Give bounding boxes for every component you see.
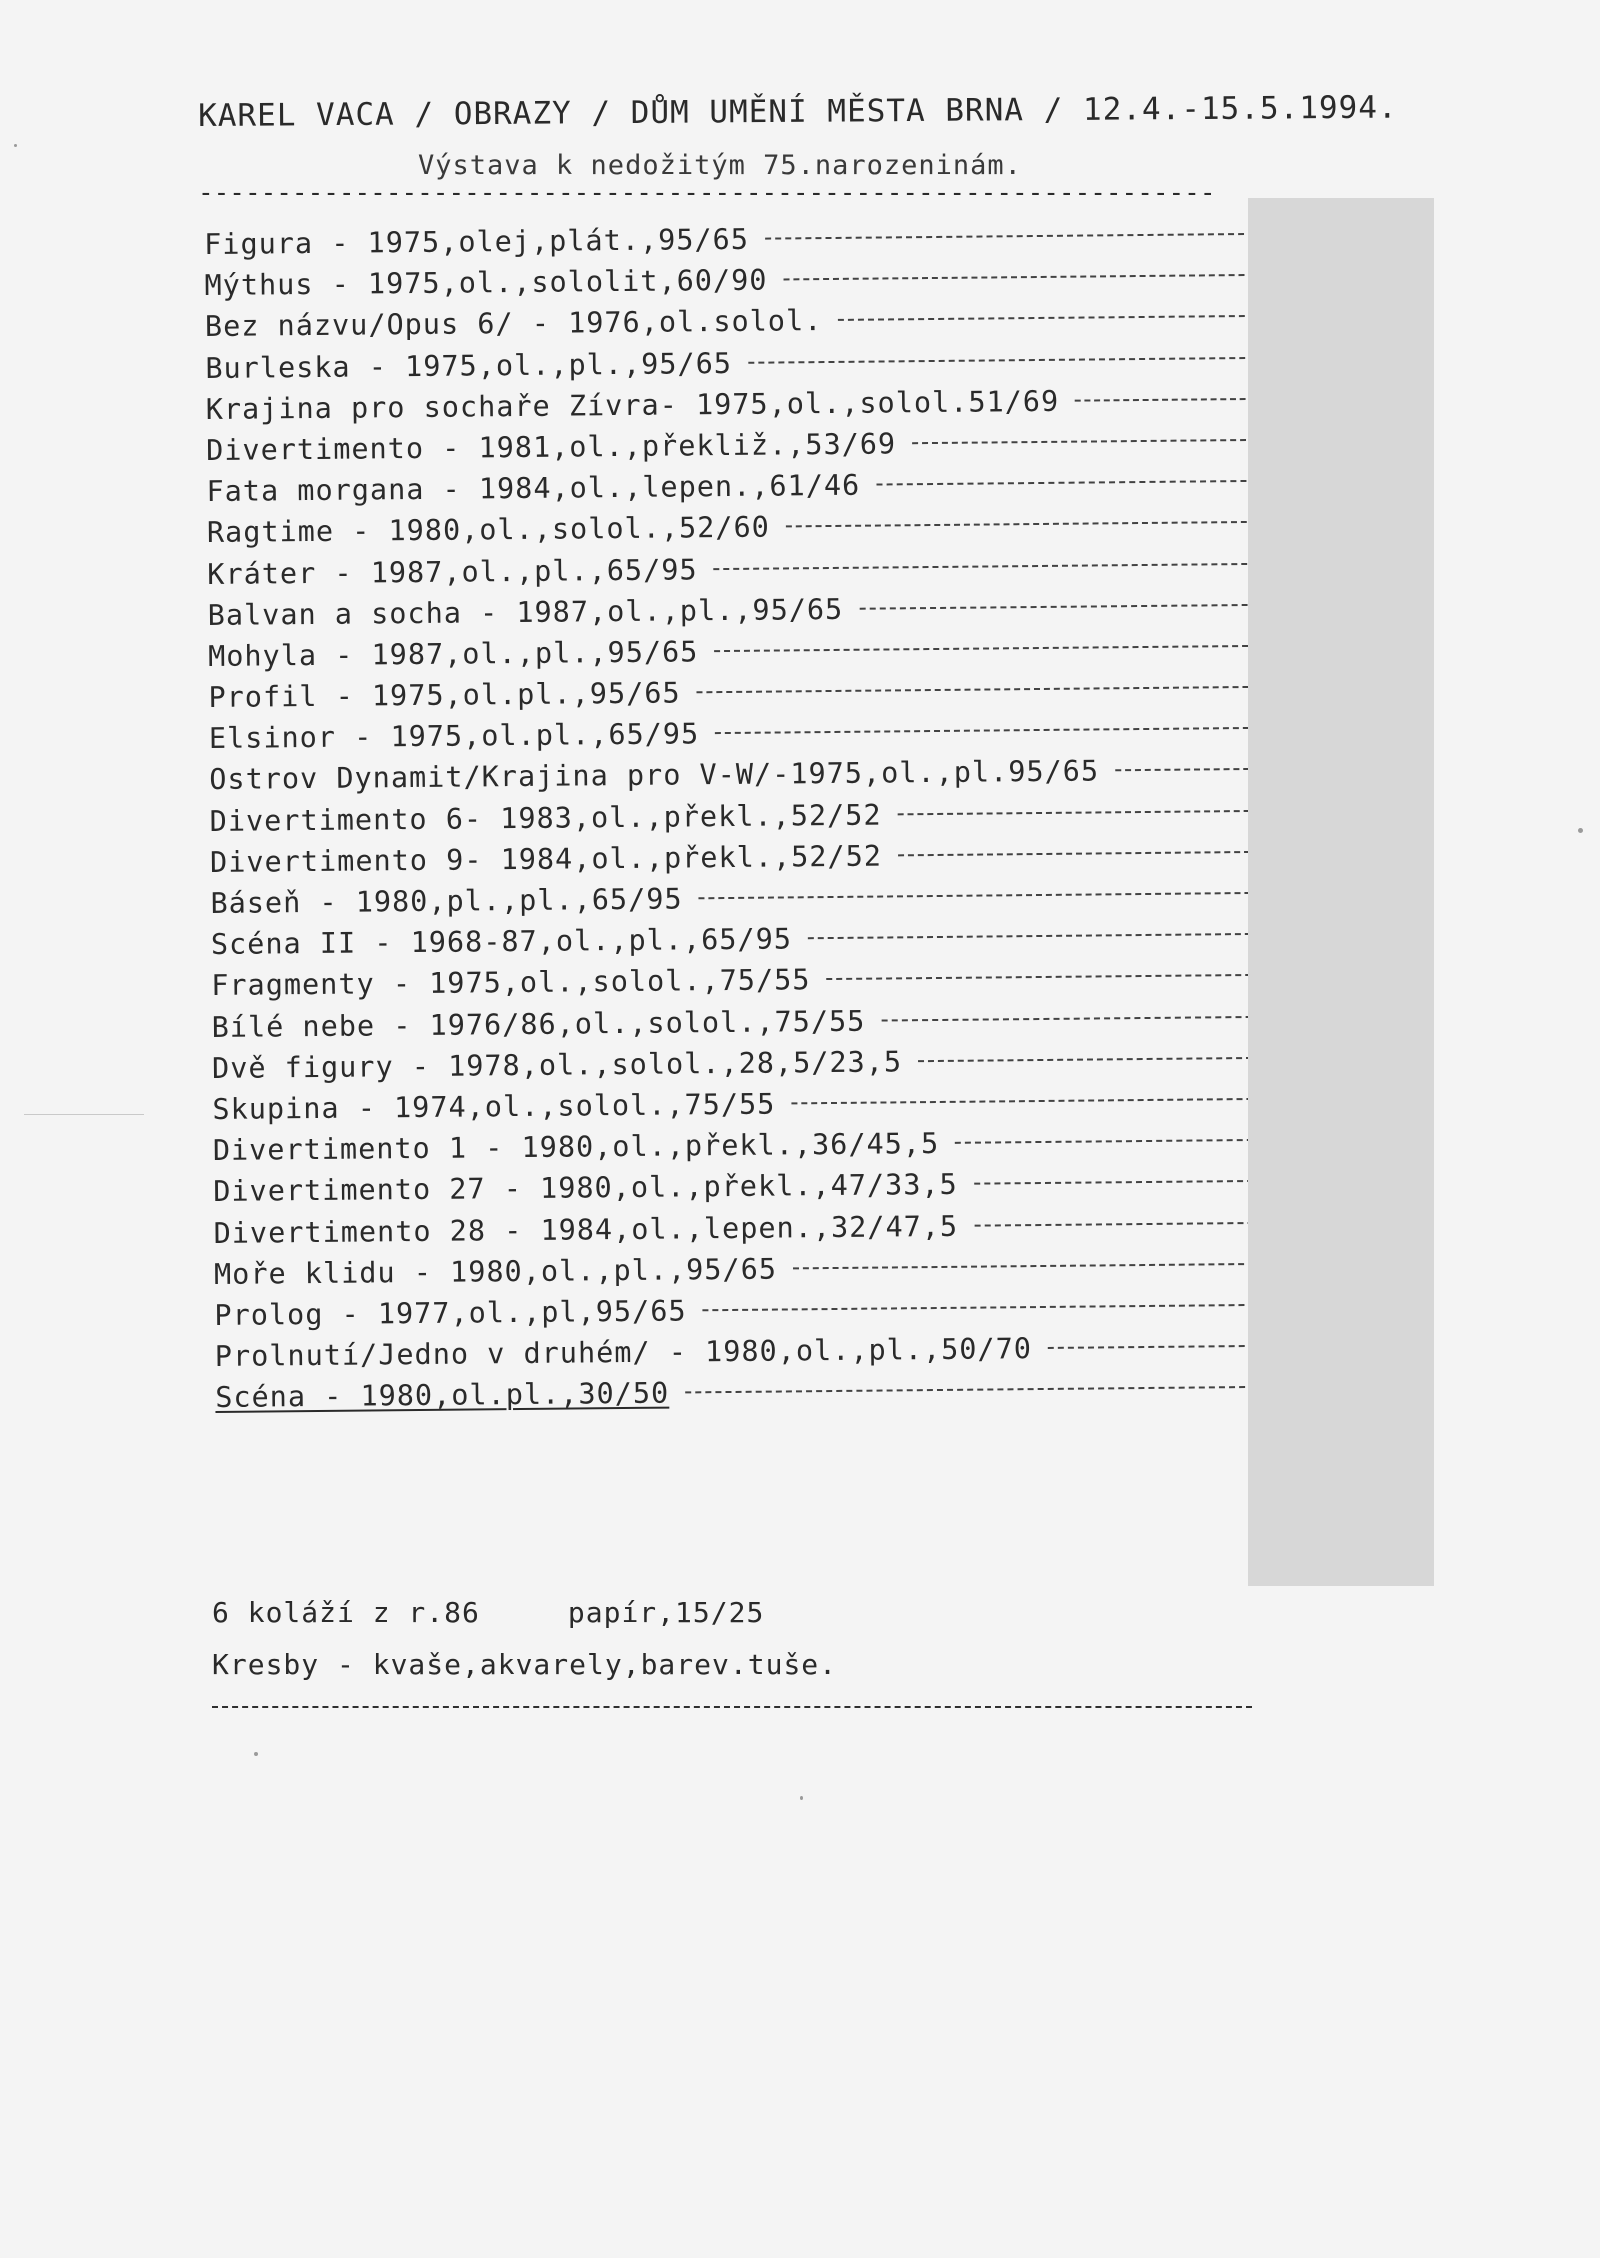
dash-leader [918,1057,1252,1062]
dash-leader [838,315,1245,321]
work-entry-text: Divertimento 1 - 1980,ol.,překl.,36/45,5 [212,1127,940,1168]
dash-leader [714,645,1248,652]
work-entry-text: Dvě figury - 1978,ol.,solol.,28,5/23,5 [211,1045,903,1085]
dash-leader [791,1098,1252,1104]
dash-leader [765,233,1244,240]
document-title: KAREL VACA / OBRAZY / DŮM UMĚNÍ MĚSTA BRNA / 12.4.-15.5.1994. [198,89,1398,134]
dash-leader [783,274,1244,280]
work-entry-text: Figura - 1975,olej,plát.,95/65 [204,222,750,261]
top-divider: ----------------------------------------------------------------- [198,178,1216,208]
work-entry-text: Fata morgana - 1984,ol.,lepen.,61/46 [206,468,861,509]
paper-speck [1578,828,1583,833]
dash-leader [715,727,1249,734]
work-entry-text: Fragmenty - 1975,ol.,solol.,75/55 [211,963,811,1003]
work-entry-text: Mohyla - 1987,ol.,pl.,95/65 [207,635,699,673]
dash-leader [859,604,1247,610]
margin-mark [24,1114,144,1115]
dash-leader [974,1180,1254,1185]
dash-leader [898,810,1250,815]
collages-note [212,1596,764,1629]
dash-leader [881,1016,1251,1022]
work-entry-text: Prolog - 1977,ol.,pl,95/65 [214,1294,687,1332]
dash-leader [714,563,1248,570]
dash-leader [685,1386,1255,1393]
work-entry-text: Bez názvu/Opus 6/ - 1976,ol.solol. [204,304,823,344]
dash-leader [955,1139,1253,1144]
work-entry-text: Moře klidu - 1980,ol.,pl.,95/65 [213,1252,778,1291]
bottom-divider [212,1706,1252,1708]
drawings-note: Kresby - kvaše,akvarely,barev.tuše. [212,1648,838,1681]
dash-leader [1048,1345,1255,1349]
collages-label: 6 koláží z r.86 [212,1596,480,1629]
dash-leader [703,1304,1255,1311]
dash-leader [786,521,1247,527]
work-entry-text: Divertimento - 1981,ol.,překliž.,53/69 [205,427,897,467]
redacted-column [1248,198,1434,1586]
work-entry-text: Scéna - 1980,ol.pl.,30/50 [215,1376,670,1415]
work-entry-text: Divertimento 28 - 1984,ol.,lepen.,32/47,5 [213,1209,959,1250]
work-entry-text: Báseň - 1980,pl.,pl.,65/95 [210,882,683,920]
dash-leader [793,1263,1254,1269]
dash-leader [826,974,1251,980]
works-list [204,218,1255,1422]
dash-leader [912,439,1246,444]
work-entry-text: Ostrov Dynamit/Krajina pro V-W/-1975,ol.,pl.95/65 [209,754,1100,797]
work-entry-text: Bílé nebe - 1976/86,ol.,solol.,75/55 [211,1004,866,1044]
dash-leader [748,357,1245,364]
collages-medium: papír,15/25 [567,1596,765,1629]
dash-leader [974,1221,1254,1226]
document-subtitle: Výstava k nedožitým 75.narozeninám. [418,150,1022,181]
dash-leader [1115,768,1249,771]
dash-leader [1075,398,1246,402]
dash-leader [699,892,1251,899]
work-entry-text: Krajina pro sochaře Zívra- 1975,ol.,solol.51/69 [205,384,1060,426]
dash-leader [808,933,1251,939]
work-entry-text: Ragtime - 1980,ol.,solol.,52/60 [206,510,770,550]
work-entry-text: Divertimento 9- 1984,ol.,překl.,52/52 [209,839,883,879]
work-entry-text: Profil - 1975,ol.pl.,95/65 [208,676,681,715]
work-entry-text: Balvan a socha - 1987,ol.,pl.,95/65 [207,592,844,632]
work-entry-text: Divertimento 6- 1983,ol.,překl.,52/52 [209,798,882,838]
dash-leader [697,686,1249,693]
work-entry-text: Kráter - 1987,ol.,pl.,65/95 [207,552,698,591]
paper-speck [800,1796,803,1800]
paper-speck [254,1752,258,1756]
work-entry-text: Burleska - 1975,ol.,pl.,95/65 [205,346,733,385]
work-entry-text: Scéna II - 1968-87,ol.,pl.,65/95 [210,922,793,962]
dash-leader [876,480,1246,486]
work-entry-text: Mýthus - 1975,ol.,sololit,60/90 [204,263,768,303]
work-entry-text: Prolnutí/Jedno v druhém/ - 1980,ol.,pl.,50/70 [214,1332,1033,1374]
work-entry-text: Skupina - 1974,ol.,solol.,75/55 [212,1087,776,1126]
work-entry [215,1371,1255,1422]
dash-leader [898,851,1250,856]
paper-speck [14,144,17,147]
work-entry-text: Elsinor - 1975,ol.pl.,65/95 [208,717,700,756]
work-entry-text: Divertimento 27 - 1980,ol.,překl.,47/33,5 [213,1168,958,1209]
